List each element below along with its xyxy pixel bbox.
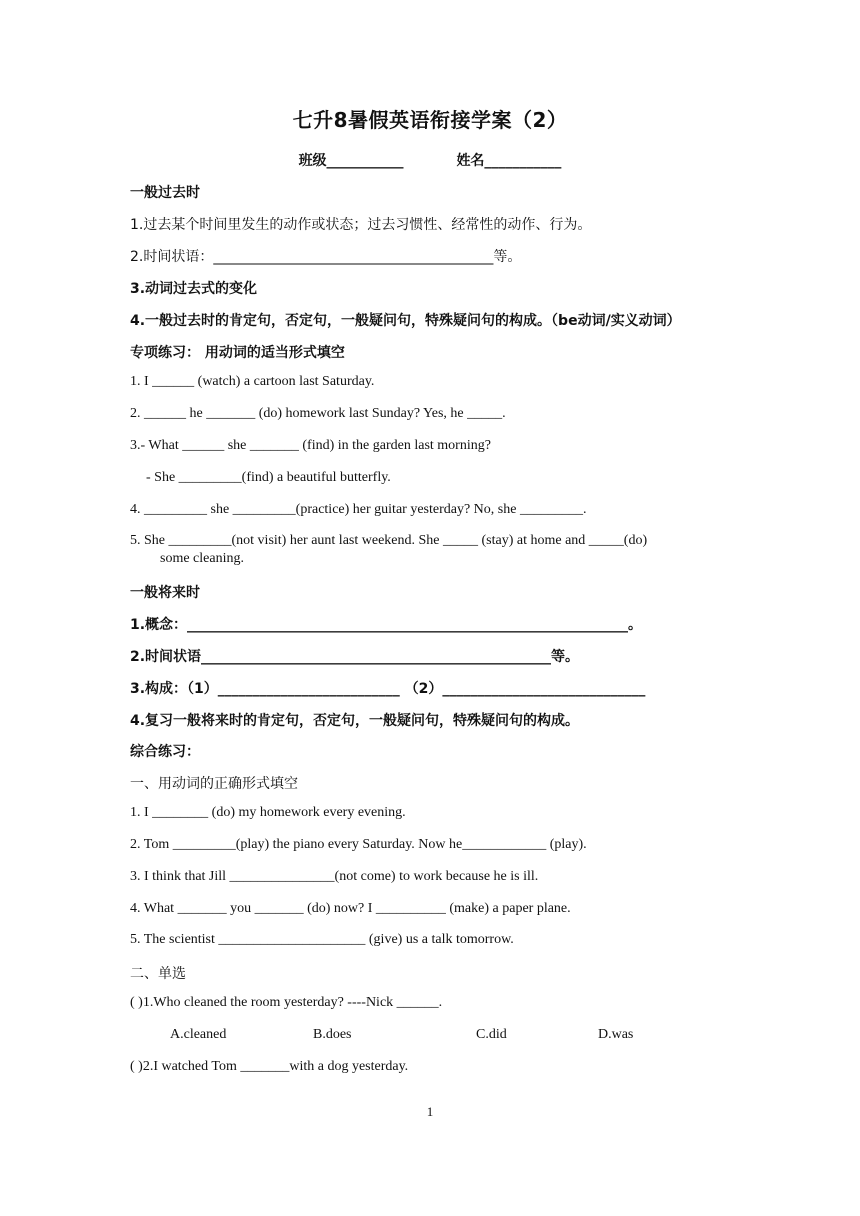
past-point-2: 2.时间状语：________________________________________等。 (130, 249, 522, 265)
mc1-option-c: C.did (476, 1027, 507, 1042)
name-field: 姓名___________ (456, 153, 562, 169)
past-question-2: 2. ______ he _______ (do) homework last Sunday? Yes, he _____. (130, 406, 506, 421)
fill-question-1: 1. I ________ (do) my homework every evening. (130, 805, 406, 820)
page-title: 七升8暑假英语衔接学案（2） (292, 108, 568, 132)
past-question-3: 3.- What ______ she _______ (find) in the garden last morning? (130, 438, 491, 453)
past-question-1: 1. I ______ (watch) a cartoon last Saturday. (130, 374, 375, 389)
future-point-4: 4.复习一般将来时的肯定句，否定句，一般疑问句，特殊疑问句的构成。 (130, 713, 580, 729)
part1-heading: 一、用动词的正确形式填空 (130, 776, 298, 792)
future-point-1: 1.概念：_______________________________________________________________。 (130, 617, 643, 633)
future-point-2: 2.时间状语__________________________________________________等。 (130, 649, 580, 665)
mc1-option-b: B.does (313, 1027, 352, 1042)
page-number: 1 (426, 1104, 434, 1119)
mc1-option-d: D.was (598, 1027, 634, 1042)
practice-heading: 专项练习： 用动词的适当形式填空 (130, 345, 345, 361)
past-question-3-answer: - She _________(find) a beautiful butterfly. (146, 470, 391, 485)
fill-question-5: 5. The scientist _____________________ (give) us a talk tomorrow. (130, 932, 514, 947)
mc1-option-a: A.cleaned (170, 1027, 227, 1042)
student-info (0, 150, 860, 170)
section-heading-past: 一般过去时 (130, 185, 200, 201)
part2-heading: 二、单选 (130, 966, 186, 982)
past-question-5-cont: some cleaning. (160, 551, 244, 566)
past-point-4: 4.一般过去时的肯定句，否定句，一般疑问句，特殊疑问句的构成。（be动词/实义动词） (130, 313, 681, 329)
mc-question-2: ( )2.I watched Tom _______with a dog yesterday. (130, 1059, 409, 1074)
future-point-3: 3.构成：（1）__________________________ （2）_____________________________ (130, 681, 646, 697)
past-point-1: 1.过去某个时间里发生的动作或状态；过去习惯性、经常性的动作、行为。 (130, 217, 592, 233)
fill-question-4: 4. What _______ you _______ (do) now? I __________ (make) a paper plane. (130, 901, 571, 916)
past-question-5: 5. She _________(not visit) her aunt last weekend. She _____ (stay) at home and _____(do) (130, 533, 648, 548)
fill-question-3: 3. I think that Jill _______________(not come) to work because he is ill. (130, 869, 539, 884)
class-field: 班级___________ (298, 153, 404, 169)
mc-question-1: ( )1.Who cleaned the room yesterday? ----Nick ______. (130, 995, 443, 1010)
fill-question-2: 2. Tom _________(play) the piano every Saturday. Now he____________ (play). (130, 837, 587, 852)
past-point-3: 3.动词过去式的变化 (130, 281, 258, 297)
section-heading-comprehensive: 综合练习： (130, 744, 200, 760)
past-question-4: 4. _________ she _________(practice) her guitar yesterday? No, she _________. (130, 502, 587, 517)
section-heading-future: 一般将来时 (130, 585, 200, 601)
